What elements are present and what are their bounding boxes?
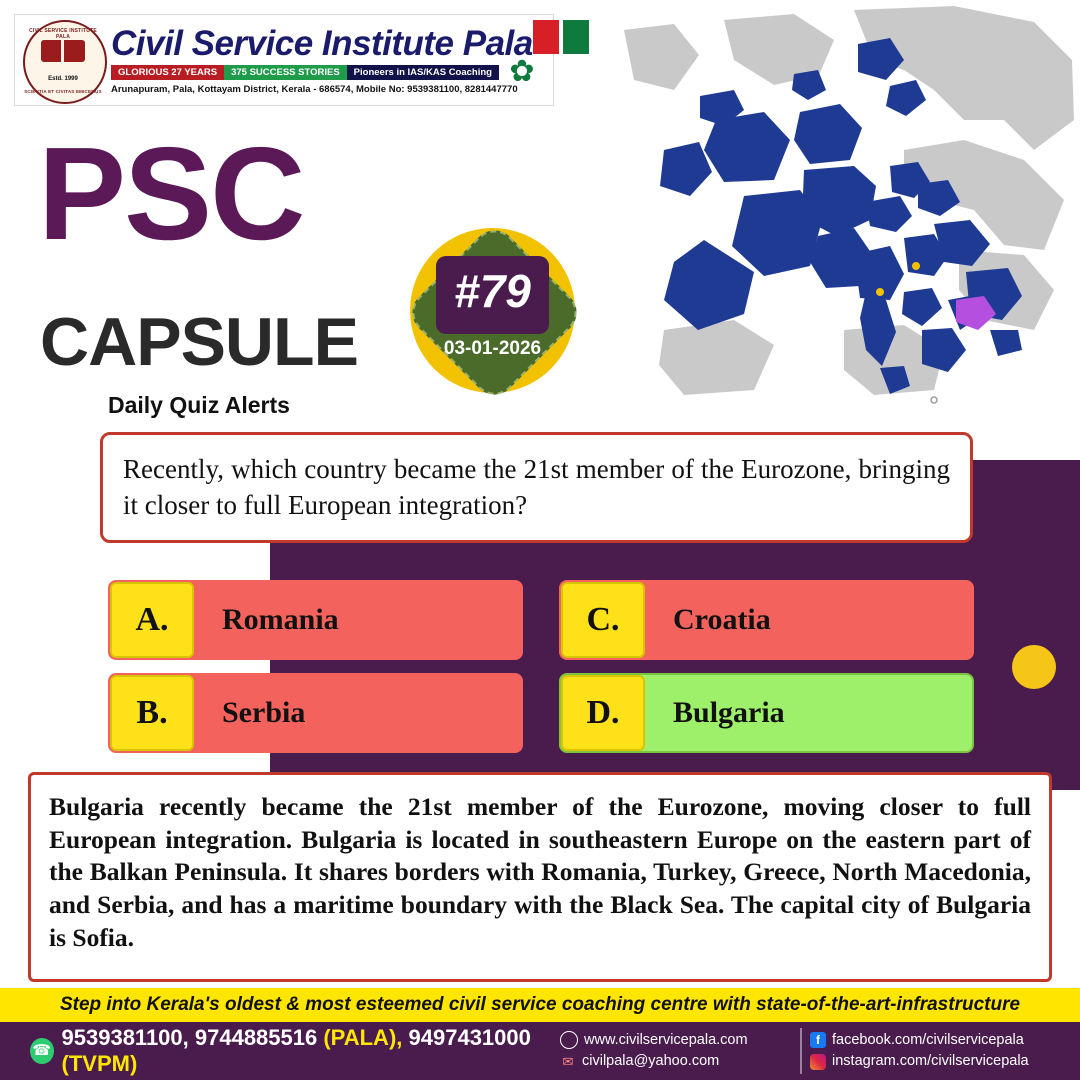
logo-color-blocks [533, 16, 589, 104]
footer-email[interactable]: civilpala@yahoo.com [582, 1053, 720, 1069]
europe-map [604, 0, 1080, 420]
mail-icon: ✉ [562, 1053, 574, 1069]
answer-explanation: Bulgaria recently became the 21st member of the Eurozone, moving closer to full European integration. Bulgaria is located in southeastern Europe on the eastern part of the Balkan Peninsula. It shares borders with Romania, Turkey, Greece, North Macedonia, and Serbia, and has a maritime boundary with the Black Sea. The capital city of Bulgaria is Sofia. [49, 792, 1031, 952]
facebook-icon: f [810, 1032, 826, 1048]
footer-phone-pala: 9539381100, 9744885516 [61, 1025, 318, 1050]
footer-instagram[interactable]: instagram.com/civilservicepala [832, 1053, 1029, 1069]
option-b-letter: B. [110, 675, 194, 751]
institute-address: Arunapuram, Pala, Kottayam District, Kerala - 686574, Mobile No: 9539381100, 8281447770 [111, 83, 518, 95]
daily-quiz-label: Daily Quiz Alerts [108, 392, 290, 418]
footer-facebook[interactable]: facebook.com/civilservicepala [832, 1031, 1024, 1048]
option-c-letter: C. [561, 582, 645, 658]
institute-emblem-icon [21, 18, 105, 102]
globe-icon [560, 1031, 578, 1049]
footer-phone-tvpm: 9497431000 [408, 1025, 531, 1050]
emblem-bottom-text: SCIENTIA ET CIVITAS EMICEMUS [24, 89, 102, 94]
answer-box [28, 772, 1052, 982]
emblem-estd-text: Estd. 1999 [48, 76, 78, 82]
institute-logo-header [14, 14, 554, 106]
option-d[interactable] [559, 673, 974, 753]
phone-icon: ☎ [30, 1038, 54, 1064]
option-a[interactable] [108, 580, 523, 660]
yellow-dot-accent [1012, 645, 1056, 689]
footer-social-block [810, 1030, 1080, 1072]
option-b[interactable] [108, 673, 523, 753]
footer-tagline-strip [0, 988, 1080, 1022]
question-text: Recently, which country became the 21st member of the Eurozone, bringing it closer to full European integration? [123, 454, 950, 521]
option-d-label: Bulgaria [673, 696, 785, 729]
option-b-label: Serbia [222, 696, 306, 729]
options-grid [108, 580, 974, 753]
footer-website[interactable]: www.civilservicepala.com [584, 1031, 748, 1048]
footer-divider [800, 1028, 802, 1074]
page-subtitle: CAPSULE [40, 304, 358, 380]
option-a-label: Romania [222, 603, 339, 636]
footer-phone-pala-tag: (PALA), [323, 1025, 403, 1050]
question-box [100, 432, 973, 543]
issue-number: #79 [454, 265, 531, 317]
badge-success-stories: 375 SUCCESS STORIES [224, 65, 347, 80]
footer-web-block [560, 1030, 810, 1072]
footer-phone-tvpm-tag: (TVPM) [61, 1051, 138, 1076]
logo-text-block [105, 23, 533, 95]
issue-badge [410, 228, 575, 398]
footer-phone-block [0, 1025, 560, 1077]
europe-map-svg [604, 0, 1080, 420]
footer-tagline: Step into Kerala's oldest & most esteemed civil service coaching centre with state-of-the-art-infrastructure [59, 994, 1021, 1015]
leaf-icon: ✿ [509, 55, 535, 88]
red-block-icon [533, 20, 559, 54]
logo-badge-row [111, 65, 533, 80]
instagram-icon [810, 1054, 826, 1070]
page-title: PSC [38, 120, 304, 267]
emblem-top-text: CIVIL SERVICE INSTITUTE PALA [29, 28, 97, 40]
green-block-icon [563, 20, 589, 54]
issue-date: 03-01-2026 [443, 338, 542, 359]
badge-years: GLORIOUS 27 YEARS [111, 65, 224, 80]
badge-pioneers: Pioneers in IAS/KAS Coaching [347, 65, 499, 80]
option-c[interactable] [559, 580, 974, 660]
institute-name: Civil Service Institute Pala [111, 23, 533, 63]
option-c-label: Croatia [673, 603, 771, 636]
footer-contact-bar [0, 1022, 1080, 1080]
option-d-letter: D. [561, 675, 645, 751]
option-a-letter: A. [110, 582, 194, 658]
